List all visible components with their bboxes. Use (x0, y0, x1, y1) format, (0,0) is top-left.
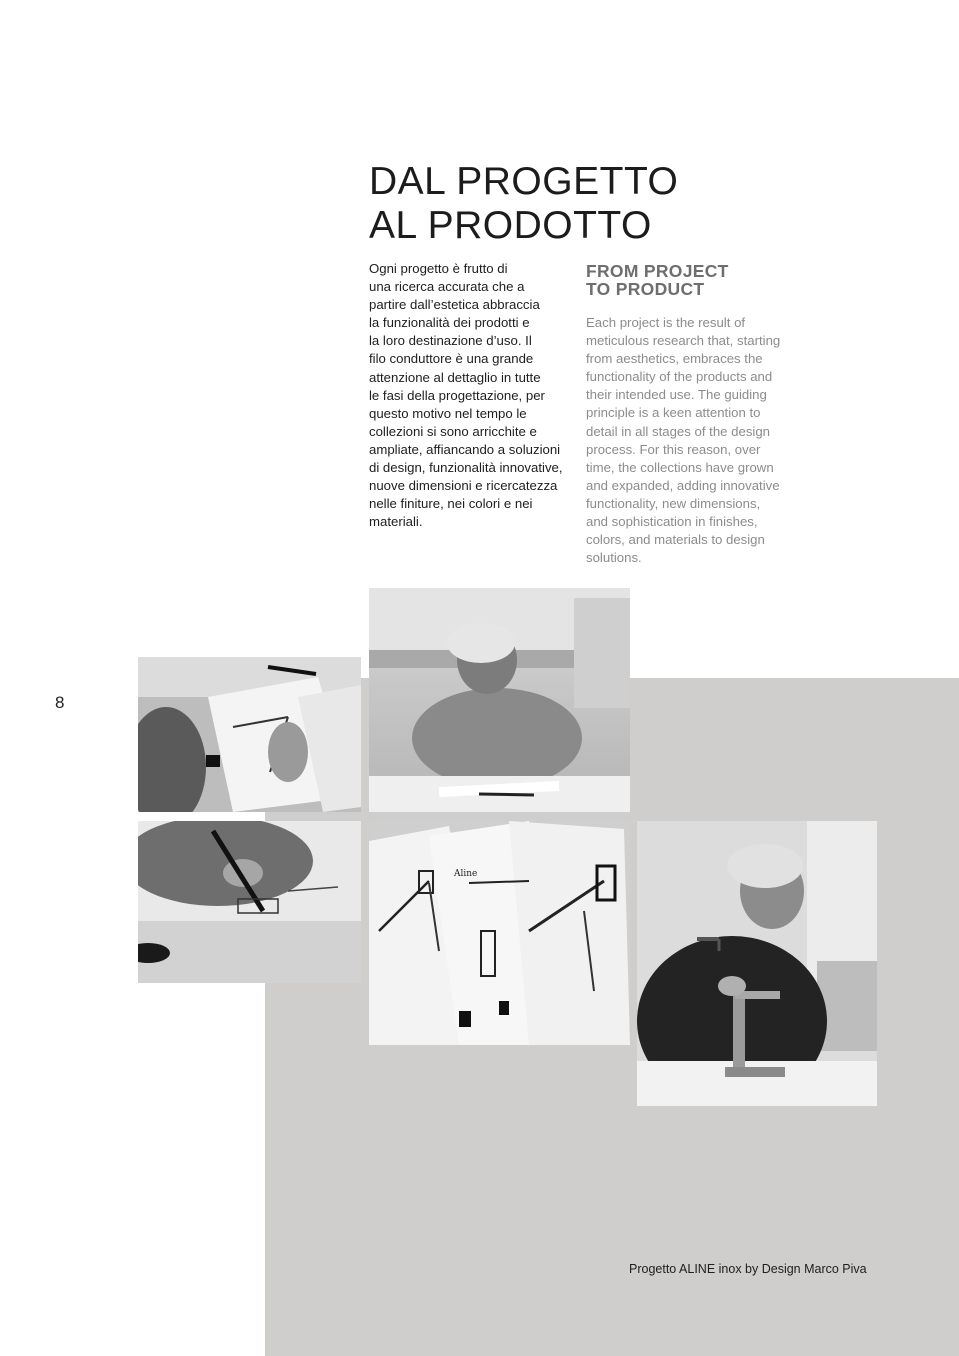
photo-sketching-hand (138, 657, 361, 812)
photo-sketch-sheets (369, 821, 630, 1045)
photo-designer-at-desk (369, 588, 630, 812)
english-line: functionality, new dimensions, (586, 495, 761, 511)
italian-line: filo conduttore è una grande (369, 351, 534, 367)
english-paragraph (586, 314, 796, 567)
italian-line: la funzionalità dei prodotti e (369, 315, 530, 331)
italian-line: una ricerca accurata che a (369, 279, 525, 295)
italian-line: ampliate, affiancando a soluzioni (369, 441, 561, 457)
english-line: solutions. (586, 550, 642, 566)
english-line: time, the collections have grown (586, 459, 774, 475)
italian-line: nelle finiture, nei colori e nei (369, 496, 533, 512)
english-line: meticulous research that, starting (586, 333, 781, 349)
page-title (369, 160, 678, 248)
svg-text:Aline: Aline (454, 869, 478, 879)
english-line: Each project is the result of (586, 315, 746, 330)
english-line: principle is a keen attention to (586, 405, 761, 421)
italian-paragraph (369, 260, 584, 531)
italian-line: Ogni progetto è frutto di (369, 261, 508, 276)
english-line: from aesthetics, embraces the (586, 351, 763, 367)
page-title-line-1: DAL PROGETTO (369, 160, 679, 203)
english-line: and sophistication in finishes, (586, 514, 758, 530)
photo-caption: Progetto ALINE inox by Design Marco Piva (629, 1262, 867, 1276)
english-line: process. For this reason, over (586, 441, 761, 457)
page-title-line-2: AL PRODOTTO (369, 204, 652, 247)
italian-line: collezioni si sono arricchite e (369, 423, 537, 439)
english-heading-line-1: FROM PROJECT (586, 261, 729, 281)
italian-line: questo motivo nel tempo le (369, 405, 527, 421)
italian-line: materiali. (369, 514, 423, 530)
italian-line: di design, funzionalità innovative, (369, 460, 563, 476)
italian-line: nuove dimensioni e ricercatezza (369, 478, 558, 494)
italian-line: la loro destinazione d’uso. Il (369, 333, 532, 349)
italian-line: attenzione al dettaglio in tutte (369, 369, 541, 385)
photo-designer-with-faucet (637, 821, 877, 1106)
english-line: colors, and materials to design (586, 532, 765, 548)
english-line: their intended use. The guiding (586, 387, 767, 403)
english-heading (586, 262, 729, 298)
english-line: and expanded, adding innovative (586, 477, 780, 493)
english-line: detail in all stages of the design (586, 423, 771, 439)
english-heading-line-2: TO PRODUCT (586, 279, 705, 299)
italian-line: le fasi della progettazione, per (369, 387, 545, 403)
page-number: 8 (55, 693, 65, 712)
italian-line: partire dall’estetica abbraccia (369, 297, 540, 313)
photo-pen-closeup (138, 821, 361, 983)
english-line: functionality of the products and (586, 369, 773, 385)
